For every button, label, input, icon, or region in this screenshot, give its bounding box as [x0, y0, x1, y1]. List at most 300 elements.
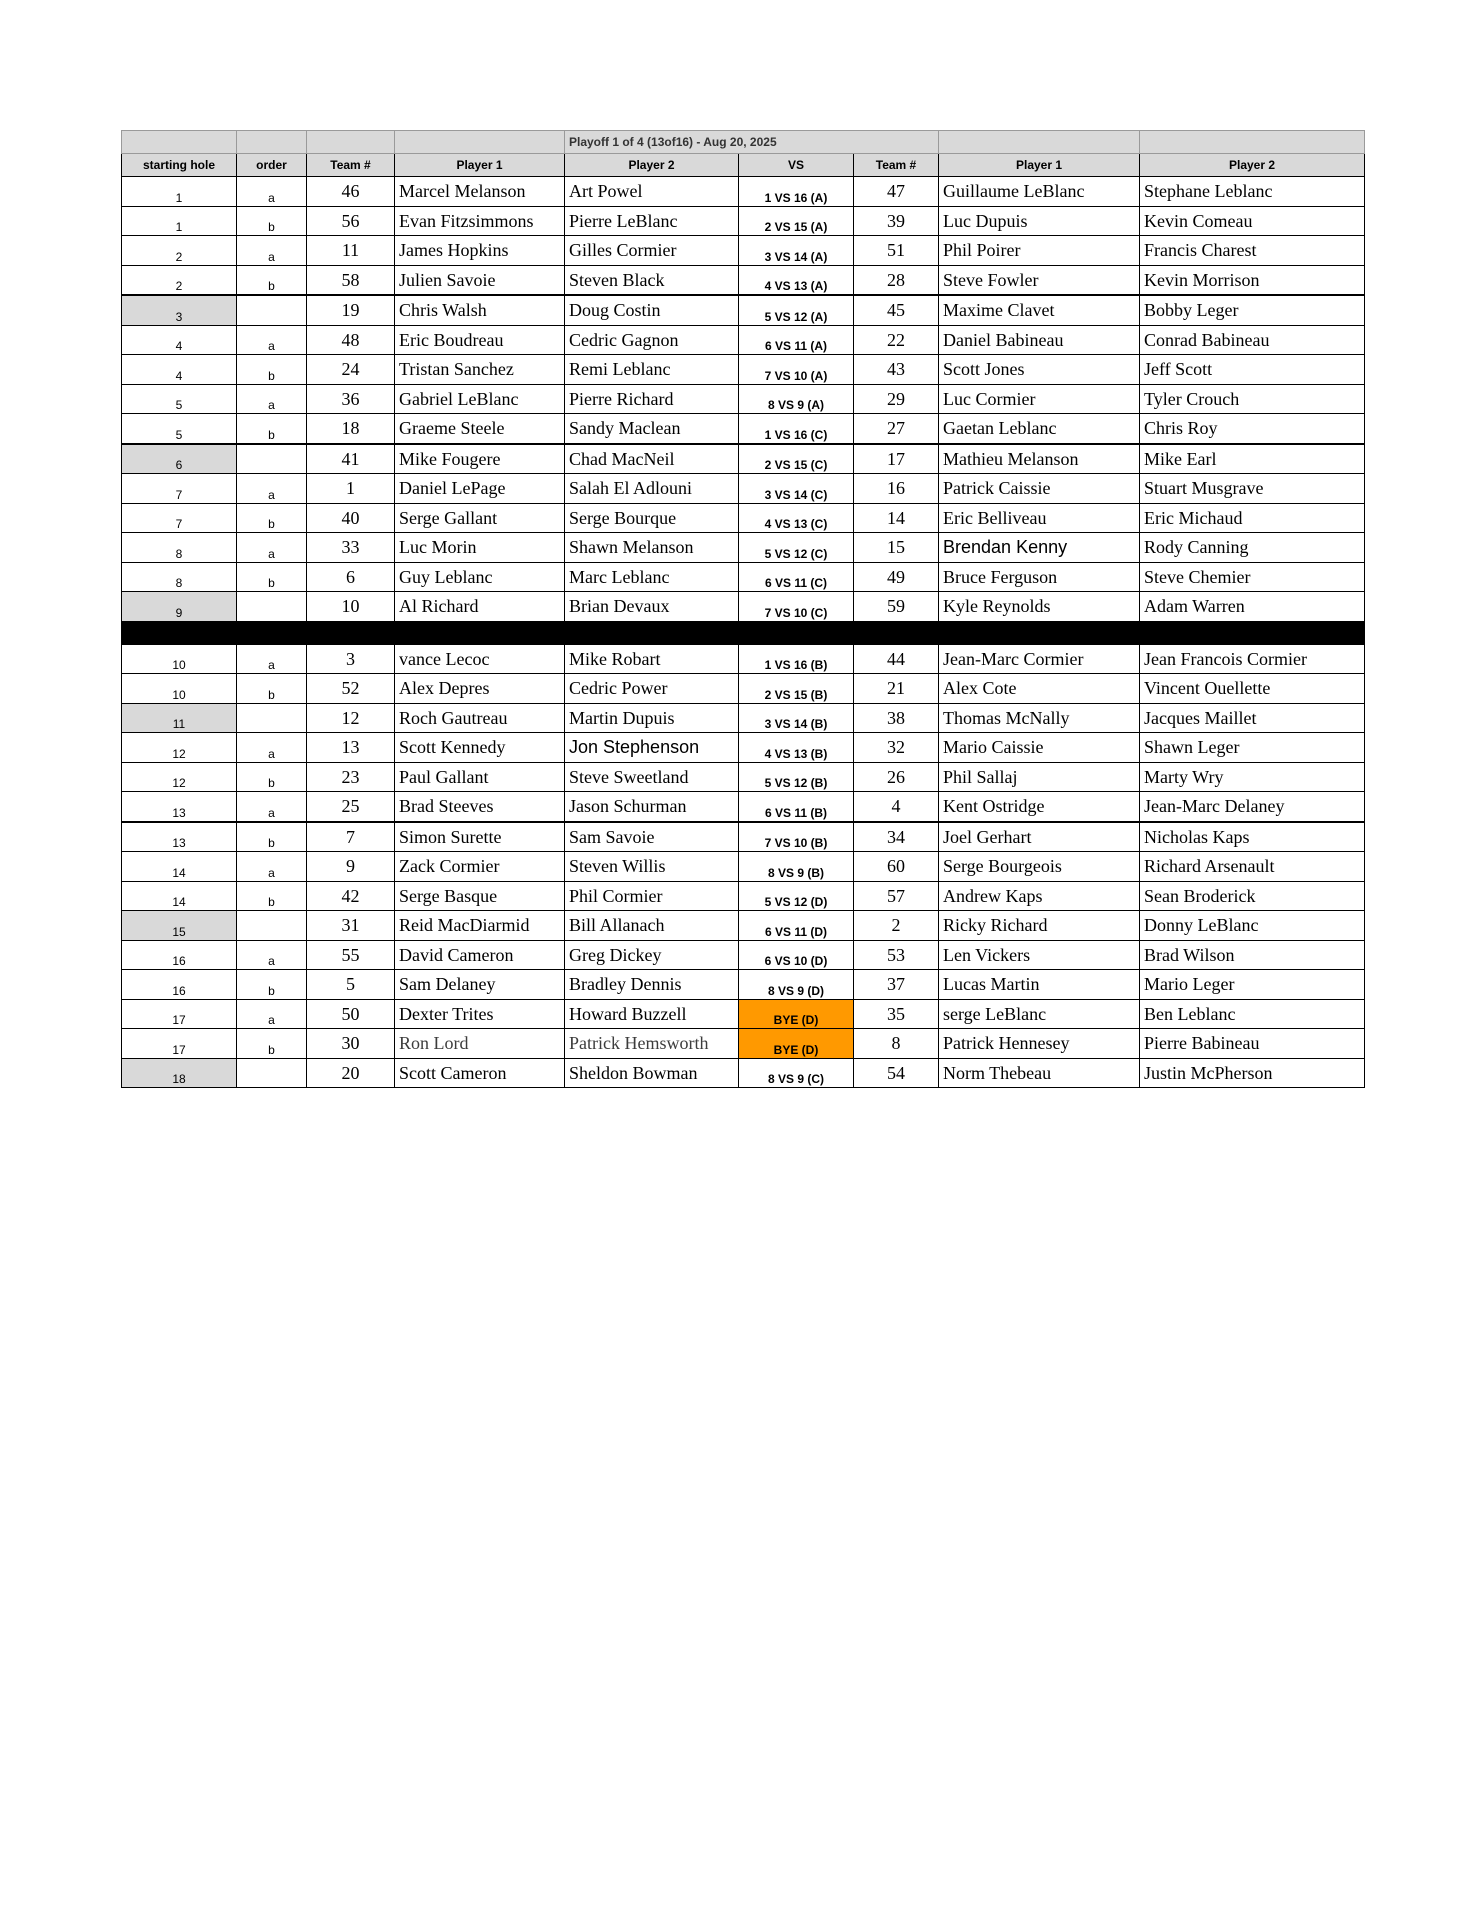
order-cell: b	[237, 674, 307, 704]
starting-hole-cell: 5	[122, 414, 237, 444]
player-2-cell: Bill Allanach	[565, 911, 739, 941]
player-1-cell: Guy Leblanc	[395, 562, 565, 592]
player-1-cell: Tristan Sanchez	[395, 355, 565, 385]
table-row	[122, 355, 1365, 385]
player-2-cell: Sheldon Bowman	[565, 1058, 739, 1088]
opponent-player-2-cell: Francis Charest	[1140, 236, 1365, 266]
table-row	[122, 733, 1365, 763]
order-cell	[237, 1058, 307, 1088]
opponent-player-2-cell: Vincent Ouellette	[1140, 674, 1365, 704]
opponent-player-1-cell: Len Vickers	[939, 940, 1140, 970]
starting-hole-cell: 17	[122, 999, 237, 1029]
matchup-cell: 5 VS 12 (A)	[739, 295, 854, 325]
opponent-player-2-cell: Jean Francois Cormier	[1140, 644, 1365, 674]
order-cell: b	[237, 881, 307, 911]
order-cell: b	[237, 822, 307, 852]
opponent-team-number-cell: 37	[854, 970, 939, 1000]
opponent-player-1-cell: Ricky Richard	[939, 911, 1140, 941]
player-1-cell: Scott Cameron	[395, 1058, 565, 1088]
team-number-cell: 5	[307, 970, 395, 1000]
table-row	[122, 562, 1365, 592]
player-2-cell: Sandy Maclean	[565, 414, 739, 444]
player-1-cell: Graeme Steele	[395, 414, 565, 444]
starting-hole-cell: 11	[122, 703, 237, 733]
opponent-player-2-cell: Kevin Comeau	[1140, 206, 1365, 236]
player-1-cell: Daniel LePage	[395, 474, 565, 504]
player-2-cell: Pierre LeBlanc	[565, 206, 739, 236]
starting-hole-cell: 2	[122, 265, 237, 295]
opponent-player-2-cell: Jeff Scott	[1140, 355, 1365, 385]
opponent-player-2-cell: Bobby Leger	[1140, 295, 1365, 325]
team-number-cell: 3	[307, 644, 395, 674]
starting-hole-cell: 4	[122, 325, 237, 355]
table-row	[122, 414, 1365, 444]
matchup-cell: 2 VS 15 (C)	[739, 444, 854, 474]
team-number-cell: 33	[307, 533, 395, 563]
team-number-cell: 58	[307, 265, 395, 295]
player-2-cell: Doug Costin	[565, 295, 739, 325]
header-vs: VS	[739, 154, 854, 177]
starting-hole-cell: 10	[122, 674, 237, 704]
header-team-number: Team #	[307, 154, 395, 177]
starting-hole-cell: 16	[122, 940, 237, 970]
player-1-cell: Marcel Melanson	[395, 177, 565, 207]
starting-hole-cell: 18	[122, 1058, 237, 1088]
opponent-team-number-cell: 43	[854, 355, 939, 385]
opponent-player-1-cell: Luc Cormier	[939, 384, 1140, 414]
order-cell: b	[237, 970, 307, 1000]
starting-hole-cell: 9	[122, 592, 237, 622]
opponent-team-number-cell: 27	[854, 414, 939, 444]
matchup-cell: 8 VS 9 (A)	[739, 384, 854, 414]
order-cell: a	[237, 940, 307, 970]
matchup-cell: 1 VS 16 (A)	[739, 177, 854, 207]
team-number-cell: 40	[307, 503, 395, 533]
order-cell	[237, 295, 307, 325]
starting-hole-cell: 15	[122, 911, 237, 941]
opponent-player-2-cell: Donny LeBlanc	[1140, 911, 1365, 941]
opponent-team-number-cell: 34	[854, 822, 939, 852]
opponent-player-2-cell: Marty Wry	[1140, 762, 1365, 792]
player-2-cell: Gilles Cormier	[565, 236, 739, 266]
opponent-player-1-cell: Mathieu Melanson	[939, 444, 1140, 474]
table-row	[122, 703, 1365, 733]
player-2-cell: Greg Dickey	[565, 940, 739, 970]
order-cell: a	[237, 384, 307, 414]
table-row	[122, 177, 1365, 207]
player-2-cell: Cedric Power	[565, 674, 739, 704]
table-row	[122, 822, 1365, 852]
order-cell: a	[237, 533, 307, 563]
team-number-cell: 56	[307, 206, 395, 236]
player-2-cell: Jon Stephenson	[565, 733, 739, 763]
table-row	[122, 265, 1365, 295]
starting-hole-cell: 10	[122, 644, 237, 674]
player-2-cell: Bradley Dennis	[565, 970, 739, 1000]
starting-hole-cell: 7	[122, 503, 237, 533]
title-row	[122, 131, 1365, 154]
opponent-team-number-cell: 26	[854, 762, 939, 792]
player-1-cell: Paul Gallant	[395, 762, 565, 792]
player-1-cell: Serge Gallant	[395, 503, 565, 533]
order-cell: a	[237, 852, 307, 882]
starting-hole-cell: 1	[122, 206, 237, 236]
opponent-team-number-cell: 2	[854, 911, 939, 941]
order-cell: a	[237, 792, 307, 822]
player-1-cell: Julien Savoie	[395, 265, 565, 295]
opponent-player-1-cell: Bruce Ferguson	[939, 562, 1140, 592]
sheet-title: Playoff 1 of 4 (13of16) - Aug 20, 2025	[565, 131, 939, 154]
starting-hole-cell: 8	[122, 562, 237, 592]
starting-hole-cell: 16	[122, 970, 237, 1000]
player-1-cell: Alex Depres	[395, 674, 565, 704]
opponent-team-number-cell: 35	[854, 999, 939, 1029]
matchup-cell: 6 VS 11 (A)	[739, 325, 854, 355]
opponent-team-number-cell: 4	[854, 792, 939, 822]
player-1-cell: Sam Delaney	[395, 970, 565, 1000]
player-2-cell: Salah El Adlouni	[565, 474, 739, 504]
table-row	[122, 999, 1365, 1029]
starting-hole-cell: 13	[122, 822, 237, 852]
opponent-player-2-cell: Pierre Babineau	[1140, 1029, 1365, 1059]
team-number-cell: 13	[307, 733, 395, 763]
opponent-player-2-cell: Stephane Leblanc	[1140, 177, 1365, 207]
table-row	[122, 384, 1365, 414]
order-cell: b	[237, 1029, 307, 1059]
matchup-cell: 7 VS 10 (B)	[739, 822, 854, 852]
order-cell: a	[237, 236, 307, 266]
player-2-cell: Sam Savoie	[565, 822, 739, 852]
matchup-cell: BYE (D)	[739, 1029, 854, 1059]
table-row	[122, 970, 1365, 1000]
header-team-number-opponent: Team #	[854, 154, 939, 177]
opponent-team-number-cell: 59	[854, 592, 939, 622]
order-cell	[237, 444, 307, 474]
table-row	[122, 295, 1365, 325]
player-2-cell: Steven Willis	[565, 852, 739, 882]
table-row	[122, 644, 1365, 674]
table-row	[122, 881, 1365, 911]
opponent-player-1-cell: Jean-Marc Cormier	[939, 644, 1140, 674]
opponent-player-2-cell: Shawn Leger	[1140, 733, 1365, 763]
order-cell	[237, 703, 307, 733]
starting-hole-cell: 12	[122, 762, 237, 792]
starting-hole-cell: 6	[122, 444, 237, 474]
header-player-2: Player 2	[565, 154, 739, 177]
starting-hole-cell: 17	[122, 1029, 237, 1059]
opponent-player-2-cell: Sean Broderick	[1140, 881, 1365, 911]
opponent-player-1-cell: Scott Jones	[939, 355, 1140, 385]
starting-hole-cell: 1	[122, 177, 237, 207]
opponent-team-number-cell: 51	[854, 236, 939, 266]
matchup-cell: 1 VS 16 (C)	[739, 414, 854, 444]
opponent-player-1-cell: Patrick Hennesey	[939, 1029, 1140, 1059]
starting-hole-cell: 7	[122, 474, 237, 504]
opponent-player-2-cell: Adam Warren	[1140, 592, 1365, 622]
player-1-cell: Gabriel LeBlanc	[395, 384, 565, 414]
opponent-player-2-cell: Nicholas Kaps	[1140, 822, 1365, 852]
opponent-player-1-cell: Joel Gerhart	[939, 822, 1140, 852]
player-1-cell: Roch Gautreau	[395, 703, 565, 733]
player-2-cell: Jason Schurman	[565, 792, 739, 822]
table-row	[122, 444, 1365, 474]
matchup-cell: 7 VS 10 (A)	[739, 355, 854, 385]
team-number-cell: 10	[307, 592, 395, 622]
matchup-cell: 3 VS 14 (C)	[739, 474, 854, 504]
opponent-team-number-cell: 14	[854, 503, 939, 533]
opponent-player-1-cell: Mario Caissie	[939, 733, 1140, 763]
player-1-cell: Brad Steeves	[395, 792, 565, 822]
player-1-cell: Evan Fitzsimmons	[395, 206, 565, 236]
opponent-team-number-cell: 39	[854, 206, 939, 236]
opponent-team-number-cell: 8	[854, 1029, 939, 1059]
matchup-cell: 8 VS 9 (D)	[739, 970, 854, 1000]
matchup-cell: BYE (D)	[739, 999, 854, 1029]
team-number-cell: 1	[307, 474, 395, 504]
matchup-cell: 7 VS 10 (C)	[739, 592, 854, 622]
matchup-cell: 3 VS 14 (B)	[739, 703, 854, 733]
opponent-player-1-cell: serge LeBlanc	[939, 999, 1140, 1029]
player-2-cell: Chad MacNeil	[565, 444, 739, 474]
opponent-player-2-cell: Steve Chemier	[1140, 562, 1365, 592]
table-row	[122, 940, 1365, 970]
table-row	[122, 1058, 1365, 1088]
team-number-cell: 42	[307, 881, 395, 911]
team-number-cell: 9	[307, 852, 395, 882]
matchup-cell: 6 VS 11 (D)	[739, 911, 854, 941]
opponent-player-1-cell: Guillaume LeBlanc	[939, 177, 1140, 207]
table-row	[122, 503, 1365, 533]
opponent-player-2-cell: Conrad Babineau	[1140, 325, 1365, 355]
opponent-player-1-cell: Brendan Kenny	[939, 533, 1140, 563]
table-row	[122, 206, 1365, 236]
opponent-team-number-cell: 60	[854, 852, 939, 882]
matchup-cell: 4 VS 13 (C)	[739, 503, 854, 533]
opponent-team-number-cell: 38	[854, 703, 939, 733]
opponent-player-2-cell: Richard Arsenault	[1140, 852, 1365, 882]
order-cell: a	[237, 325, 307, 355]
team-number-cell: 36	[307, 384, 395, 414]
order-cell: b	[237, 265, 307, 295]
opponent-player-1-cell: Andrew Kaps	[939, 881, 1140, 911]
opponent-team-number-cell: 15	[854, 533, 939, 563]
opponent-team-number-cell: 57	[854, 881, 939, 911]
opponent-player-2-cell: Mike Earl	[1140, 444, 1365, 474]
order-cell: b	[237, 503, 307, 533]
opponent-player-2-cell: Brad Wilson	[1140, 940, 1365, 970]
matchup-cell: 8 VS 9 (C)	[739, 1058, 854, 1088]
opponent-player-1-cell: Eric Belliveau	[939, 503, 1140, 533]
header-starting-hole: starting hole	[122, 154, 237, 177]
header-order: order	[237, 154, 307, 177]
header-opponent-player-1: Player 1	[939, 154, 1140, 177]
order-cell: b	[237, 355, 307, 385]
player-1-cell: vance Lecoc	[395, 644, 565, 674]
opponent-player-1-cell: Alex Cote	[939, 674, 1140, 704]
opponent-player-1-cell: Phil Sallaj	[939, 762, 1140, 792]
starting-hole-cell: 14	[122, 881, 237, 911]
team-number-cell: 7	[307, 822, 395, 852]
team-number-cell: 52	[307, 674, 395, 704]
player-2-cell: Phil Cormier	[565, 881, 739, 911]
player-2-cell: Pierre Richard	[565, 384, 739, 414]
table-row	[122, 533, 1365, 563]
opponent-team-number-cell: 22	[854, 325, 939, 355]
player-1-cell: Serge Basque	[395, 881, 565, 911]
order-cell: b	[237, 414, 307, 444]
starting-hole-cell: 3	[122, 295, 237, 325]
player-2-cell: Marc Leblanc	[565, 562, 739, 592]
team-number-cell: 48	[307, 325, 395, 355]
starting-hole-cell: 14	[122, 852, 237, 882]
opponent-player-1-cell: Norm Thebeau	[939, 1058, 1140, 1088]
opponent-player-1-cell: Gaetan Leblanc	[939, 414, 1140, 444]
opponent-player-2-cell: Mario Leger	[1140, 970, 1365, 1000]
matchup-cell: 2 VS 15 (B)	[739, 674, 854, 704]
player-1-cell: Dexter Trites	[395, 999, 565, 1029]
player-1-cell: Luc Morin	[395, 533, 565, 563]
table-row	[122, 474, 1365, 504]
player-1-cell: James Hopkins	[395, 236, 565, 266]
opponent-player-2-cell: Ben Leblanc	[1140, 999, 1365, 1029]
team-number-cell: 18	[307, 414, 395, 444]
order-cell	[237, 911, 307, 941]
matchup-cell: 2 VS 15 (A)	[739, 206, 854, 236]
opponent-player-2-cell: Jacques Maillet	[1140, 703, 1365, 733]
opponent-player-1-cell: Kyle Reynolds	[939, 592, 1140, 622]
opponent-team-number-cell: 28	[854, 265, 939, 295]
matchup-cell: 3 VS 14 (A)	[739, 236, 854, 266]
opponent-player-2-cell: Tyler Crouch	[1140, 384, 1365, 414]
opponent-player-1-cell: Lucas Martin	[939, 970, 1140, 1000]
player-1-cell: David Cameron	[395, 940, 565, 970]
opponent-team-number-cell: 54	[854, 1058, 939, 1088]
opponent-team-number-cell: 29	[854, 384, 939, 414]
player-1-cell: Scott Kennedy	[395, 733, 565, 763]
order-cell: b	[237, 206, 307, 236]
table-row	[122, 1029, 1365, 1059]
order-cell: a	[237, 177, 307, 207]
header-player-1: Player 1	[395, 154, 565, 177]
matchup-cell: 4 VS 13 (A)	[739, 265, 854, 295]
matchup-cell: 6 VS 10 (D)	[739, 940, 854, 970]
table-row	[122, 592, 1365, 622]
order-cell: a	[237, 644, 307, 674]
player-2-cell: Mike Robart	[565, 644, 739, 674]
table-row	[122, 911, 1365, 941]
opponent-player-1-cell: Serge Bourgeois	[939, 852, 1140, 882]
opponent-team-number-cell: 49	[854, 562, 939, 592]
opponent-team-number-cell: 32	[854, 733, 939, 763]
matchup-cell: 6 VS 11 (B)	[739, 792, 854, 822]
table-row	[122, 762, 1365, 792]
opponent-player-1-cell: Maxime Clavet	[939, 295, 1140, 325]
opponent-player-1-cell: Daniel Babineau	[939, 325, 1140, 355]
opponent-player-1-cell: Luc Dupuis	[939, 206, 1140, 236]
opponent-team-number-cell: 47	[854, 177, 939, 207]
player-2-cell: Brian Devaux	[565, 592, 739, 622]
table-row	[122, 852, 1365, 882]
player-2-cell: Remi Leblanc	[565, 355, 739, 385]
player-2-cell: Art Powel	[565, 177, 739, 207]
player-2-cell: Steven Black	[565, 265, 739, 295]
opponent-team-number-cell: 45	[854, 295, 939, 325]
matchup-cell: 1 VS 16 (B)	[739, 644, 854, 674]
opponent-team-number-cell: 21	[854, 674, 939, 704]
player-1-cell: Ron Lord	[395, 1029, 565, 1059]
team-number-cell: 55	[307, 940, 395, 970]
player-2-cell: Serge Bourque	[565, 503, 739, 533]
player-2-cell: Shawn Melanson	[565, 533, 739, 563]
opponent-player-1-cell: Thomas McNally	[939, 703, 1140, 733]
player-2-cell: Steve Sweetland	[565, 762, 739, 792]
opponent-player-1-cell: Patrick Caissie	[939, 474, 1140, 504]
team-number-cell: 46	[307, 177, 395, 207]
opponent-player-2-cell: Stuart Musgrave	[1140, 474, 1365, 504]
playoff-schedule-table	[121, 130, 1365, 1088]
player-2-cell: Martin Dupuis	[565, 703, 739, 733]
starting-hole-cell: 12	[122, 733, 237, 763]
matchup-cell: 4 VS 13 (B)	[739, 733, 854, 763]
order-cell: b	[237, 562, 307, 592]
team-number-cell: 19	[307, 295, 395, 325]
separator-row	[122, 621, 1365, 644]
player-1-cell: Al Richard	[395, 592, 565, 622]
team-number-cell: 23	[307, 762, 395, 792]
matchup-cell: 5 VS 12 (C)	[739, 533, 854, 563]
order-cell: a	[237, 999, 307, 1029]
player-1-cell: Simon Surette	[395, 822, 565, 852]
table-row	[122, 792, 1365, 822]
opponent-team-number-cell: 17	[854, 444, 939, 474]
player-1-cell: Chris Walsh	[395, 295, 565, 325]
team-number-cell: 24	[307, 355, 395, 385]
starting-hole-cell: 13	[122, 792, 237, 822]
player-2-cell: Howard Buzzell	[565, 999, 739, 1029]
matchup-cell: 8 VS 9 (B)	[739, 852, 854, 882]
matchup-cell: 5 VS 12 (D)	[739, 881, 854, 911]
table-row	[122, 325, 1365, 355]
team-number-cell: 50	[307, 999, 395, 1029]
opponent-team-number-cell: 53	[854, 940, 939, 970]
team-number-cell: 12	[307, 703, 395, 733]
opponent-player-2-cell: Justin McPherson	[1140, 1058, 1365, 1088]
opponent-player-1-cell: Kent Ostridge	[939, 792, 1140, 822]
order-cell: b	[237, 762, 307, 792]
opponent-player-1-cell: Steve Fowler	[939, 265, 1140, 295]
team-number-cell: 31	[307, 911, 395, 941]
header-opponent-player-2: Player 2	[1140, 154, 1365, 177]
starting-hole-cell: 4	[122, 355, 237, 385]
order-cell	[237, 592, 307, 622]
starting-hole-cell: 8	[122, 533, 237, 563]
opponent-player-1-cell: Phil Poirer	[939, 236, 1140, 266]
team-number-cell: 30	[307, 1029, 395, 1059]
starting-hole-cell: 5	[122, 384, 237, 414]
team-number-cell: 6	[307, 562, 395, 592]
starting-hole-cell: 2	[122, 236, 237, 266]
player-2-cell: Patrick Hemsworth	[565, 1029, 739, 1059]
player-1-cell: Reid MacDiarmid	[395, 911, 565, 941]
header-row	[122, 154, 1365, 177]
player-1-cell: Eric Boudreau	[395, 325, 565, 355]
matchup-cell: 6 VS 11 (C)	[739, 562, 854, 592]
team-number-cell: 20	[307, 1058, 395, 1088]
order-cell: a	[237, 733, 307, 763]
opponent-team-number-cell: 44	[854, 644, 939, 674]
matchup-cell: 5 VS 12 (B)	[739, 762, 854, 792]
team-number-cell: 11	[307, 236, 395, 266]
